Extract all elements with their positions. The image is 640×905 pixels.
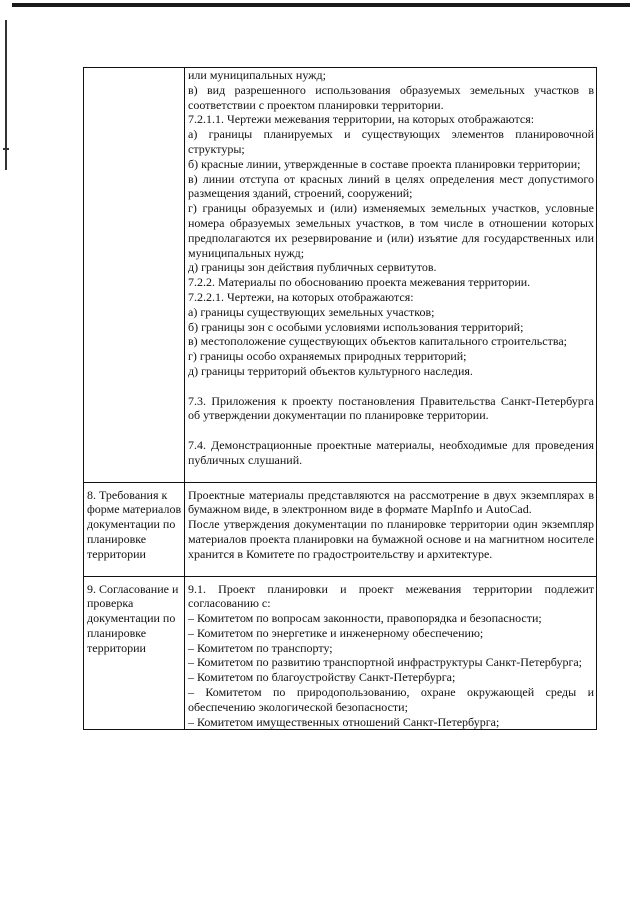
row-9-heading bbox=[84, 576, 185, 730]
margin-tick-mark bbox=[3, 148, 9, 150]
list-item: – Комитетом по природопользованию, охране окружающей среды и обеспечению экологической безопасности; bbox=[188, 685, 594, 714]
text-line: а) границы планируемых и существующих элементов планировочной структуры; bbox=[188, 127, 594, 156]
row-8-heading-text: 8. Требования к форме материалов документации по планировке территории bbox=[87, 487, 182, 561]
row-7-content-cell bbox=[185, 68, 597, 483]
top-border-line bbox=[12, 3, 630, 7]
text-line: д) границы зон действия публичных сервитутов. bbox=[188, 260, 437, 275]
table-row-9 bbox=[84, 576, 597, 730]
text-line: д) границы территорий объектов культурного наследия. bbox=[188, 363, 473, 378]
text-line: 7.2.1.1. Чертежи межевания территории, на которых отображаются: bbox=[188, 112, 535, 127]
requirements-table bbox=[83, 67, 597, 730]
section-7-3: 7.3. Приложения к проекту постановления Правительства Санкт-Петербурга об утверждении документации по планировке территории. bbox=[188, 393, 594, 423]
section-7-4: 7.4. Демонстрационные проектные материалы, необходимые для проведения публичных слушаний. bbox=[188, 437, 594, 467]
text-line: б) границы зон с особыми условиями использования территорий; bbox=[188, 319, 524, 334]
text-line: в) вид разрешенного использования образуемых земельных участков в соответствии с проектом планировки территории. bbox=[188, 82, 594, 112]
row-8-heading bbox=[84, 482, 185, 576]
row-9-content-cell bbox=[185, 576, 597, 730]
text-line: или муниципальных нужд; bbox=[188, 68, 326, 82]
text-line: 9.1. Проект планировки и проект межевания территории подлежит согласованию с: bbox=[188, 581, 594, 611]
text-line: в) линии отступа от красных линий в целях определения мест допустимого размещения зданий, строений, сооружений; bbox=[188, 171, 594, 201]
list-item: – Комитетом имущественных отношений Санкт-Петербурга; bbox=[188, 714, 500, 729]
text-line: г) границы особо охраняемых природных территорий; bbox=[188, 349, 467, 364]
table-row-8 bbox=[84, 482, 597, 576]
list-item: – Комитетом по энергетике и инженерному обеспечению; bbox=[188, 625, 484, 640]
text-line: б) красные линии, утвержденные в составе проекта планировки территории; bbox=[188, 156, 581, 171]
row-8-content-cell bbox=[185, 482, 597, 576]
text-line: а) границы существующих земельных участков; bbox=[188, 304, 435, 319]
text-line: 7.2.2. Материалы по обоснованию проекта межевания территории. bbox=[188, 275, 531, 290]
list-item: – Комитетом по вопросам законности, правопорядка и безопасности; bbox=[188, 611, 542, 626]
text-line: г) границы образуемых и (или) изменяемых земельных участков, условные номера образуемых земельных участков, в том числе в отношении которых предполагаются их резервирование и (или) изъятие для государственных или муниципальных нужд; bbox=[188, 201, 594, 260]
row-8-paragraph-1: Проектные материалы представляются на рассмотрение в двух экземплярах в бумажном виде, в электронном виде в формате MapInfo и AutoCad. bbox=[188, 487, 594, 517]
list-item: – Комитетом по транспорту; bbox=[188, 640, 333, 655]
text-line: в) местоположение существующих объектов капитального строительства; bbox=[188, 334, 568, 349]
row-9-heading-text: 9. Согласование и проверка документации по планировке территории bbox=[87, 581, 179, 655]
list-item: – Комитетом по развитию транспортной инфраструктуры Санкт-Петербурга; bbox=[188, 655, 583, 670]
list-item: – Комитетом по благоустройству Санкт-Петербурга; bbox=[188, 670, 456, 685]
text-line: 7.2.2.1. Чертежи, на которых отображаются: bbox=[188, 289, 414, 304]
table-row-7 bbox=[84, 68, 597, 483]
row-7-left-cell bbox=[84, 68, 185, 483]
row-8-paragraph-2: После утверждения документации по планировке территории один экземпляр материалов проекта планировки на бумажной основе и на магнитном носителе хранится в Комитете по градостроительству и архитектуре. bbox=[188, 517, 594, 561]
